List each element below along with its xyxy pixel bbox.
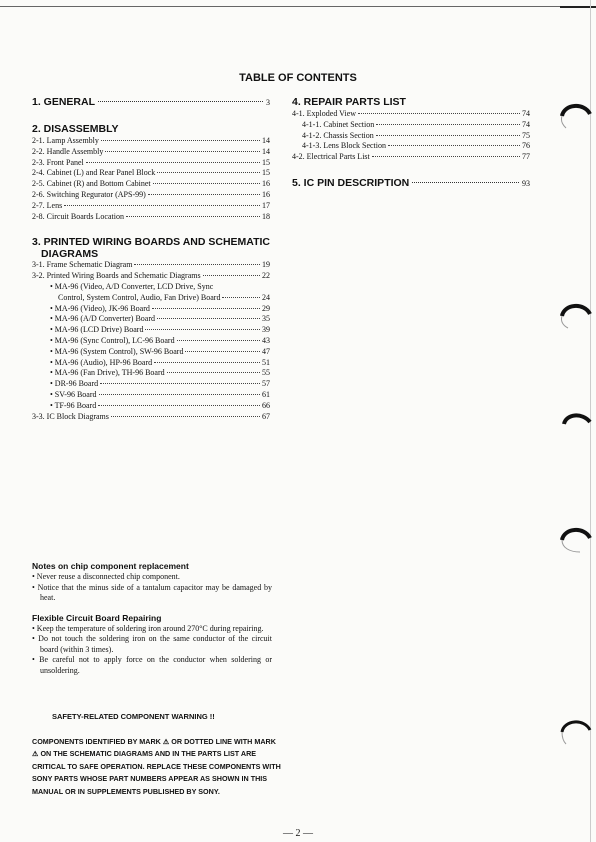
toc-entry[interactable]	[32, 325, 270, 336]
page-number: 57	[262, 379, 270, 389]
section-title: 2. DISASSEMBLY	[32, 123, 119, 135]
punch-hole-mark	[556, 100, 592, 130]
disassembly-list	[32, 136, 270, 222]
page-number: 47	[262, 346, 270, 356]
toc-entry[interactable]	[32, 347, 270, 358]
page-number: 15	[262, 168, 270, 178]
toc-section-disassembly[interactable]	[32, 123, 270, 136]
page-number: 61	[262, 389, 270, 399]
leader-dots	[152, 308, 260, 309]
safety-warning-body: COMPONENTS IDENTIFIED BY MARK ⚠ OR DOTTED LINE WITH MARK ⚠ ON THE SCHEMATIC DIAGRAMS AND IN THE PARTS LIST ARE CRITICAL TO SAFE OPERATION. REPLACE THESE COMPONENTS WITH SONY PARTS WHOSE PART NUMBERS APPEAR AS SHOWN IN THIS MANUAL OR IN SUPPLEMENTS PUBLISHED BY SONY.	[32, 737, 281, 796]
leader-dots	[222, 297, 260, 298]
leader-dots	[376, 124, 520, 125]
entry-label: Control, System Control, Audio, Fan Drive) Board	[58, 292, 221, 302]
punch-hole-mark	[556, 300, 592, 330]
note-item: • Never reuse a disconnected chip component.	[32, 572, 180, 581]
leader-dots	[185, 351, 260, 352]
leader-dots	[86, 162, 260, 163]
page-number: 16	[262, 179, 270, 189]
leader-dots	[111, 416, 260, 417]
entry-label: 3-1. Frame Schematic Diagram	[32, 260, 133, 270]
leader-dots	[100, 383, 260, 384]
repair-notes	[32, 560, 272, 676]
toc-left-column	[32, 96, 270, 422]
toc-entry[interactable]	[32, 358, 270, 369]
leader-dots	[358, 113, 520, 114]
page-number: 51	[262, 357, 270, 367]
entry-label: 2-5. Cabinet (R) and Bottom Cabinet	[32, 179, 151, 189]
safety-warning-title: SAFETY-RELATED COMPONENT WARNING !!	[52, 712, 215, 721]
entry-label: 2-4. Cabinet (L) and Rear Panel Block	[32, 168, 156, 178]
entry-label: 4-1-3. Lens Block Section	[302, 141, 386, 151]
page-number: 55	[262, 368, 270, 378]
leader-dots	[126, 216, 260, 217]
page-number: 15	[262, 157, 270, 167]
leader-dots	[134, 264, 260, 265]
section-title: 5. IC PIN DESCRIPTION	[292, 176, 410, 189]
leader-dots	[98, 101, 263, 102]
leader-dots	[98, 405, 260, 406]
leader-dots	[101, 140, 260, 141]
flex-notes-heading: Flexible Circuit Board Repairing	[32, 612, 162, 623]
toc-section-repair-parts-list[interactable]	[292, 96, 530, 109]
leader-dots	[157, 172, 260, 173]
toc-entry[interactable]	[32, 158, 270, 169]
page-number: 67	[262, 411, 270, 421]
toc-right-column	[292, 96, 530, 190]
entry-label: 4-2. Electrical Parts List	[292, 152, 370, 162]
note-item: • Be careful not to apply force on the conductor when soldering or unsoldering.	[32, 655, 272, 675]
toc-entry[interactable]	[292, 109, 530, 120]
section-title: 1. GENERAL	[32, 96, 96, 108]
note-item: • Do not touch the soldering iron on the same conductor of the circuit board (within 3 times).	[32, 634, 272, 654]
toc-entry[interactable]	[32, 390, 270, 401]
entry-label: • MA-96 (Fan Drive), TH-96 Board	[50, 368, 165, 378]
page-number: 14	[262, 136, 270, 145]
entry-label: 4-1-1. Cabinet Section	[302, 119, 375, 129]
page-number: 17	[262, 200, 270, 210]
entry-label: • MA-96 (A/D Converter) Board	[50, 314, 155, 324]
note-item: • Keep the temperature of soldering iron around 270°C during repairing.	[32, 623, 264, 633]
punch-hole-mark	[556, 524, 592, 554]
toc-entry[interactable]	[32, 168, 270, 179]
entry-label: 4-1. Exploded View	[292, 109, 357, 118]
page-number: 29	[262, 303, 270, 313]
toc-entry[interactable]	[32, 136, 270, 147]
page-number: 19	[262, 260, 270, 270]
entry-label: • SV-96 Board	[50, 389, 97, 399]
leader-dots	[167, 372, 260, 373]
toc-entry[interactable]	[32, 314, 270, 325]
top-rule	[0, 6, 596, 7]
leader-dots	[148, 194, 260, 195]
toc-entry[interactable]	[32, 412, 270, 423]
punch-hole-mark	[556, 408, 592, 438]
page-number: 66	[262, 400, 270, 410]
punch-hole-mark	[556, 716, 592, 746]
leader-dots	[64, 205, 260, 206]
entry-label: 2-1. Lamp Assembly	[32, 136, 99, 145]
note-item: • Notice that the minus side of a tantalum capacitor may be damaged by heat.	[32, 582, 272, 602]
entry-label: 2-3. Front Panel	[32, 157, 84, 167]
leader-dots	[376, 135, 520, 136]
entry-label: • MA-96 (Sync Control), LC-96 Board	[50, 335, 175, 345]
entry-label: 2-6. Switching Regurator (APS-99)	[32, 189, 146, 199]
entry-label: 4-1-2. Chassis Section	[302, 130, 374, 140]
leader-dots	[177, 340, 260, 341]
entry-label: 3-3. IC Block Diagrams	[32, 411, 109, 421]
toc-entry[interactable]	[32, 201, 270, 212]
toc-section-ic-pin-description[interactable]	[292, 177, 530, 190]
toc-entry[interactable]	[32, 212, 270, 223]
entry-label: 2-2. Handle Assembly	[32, 146, 104, 156]
page-number: 14	[262, 146, 270, 156]
page-number: 43	[262, 335, 270, 345]
toc-section-general[interactable]	[32, 96, 270, 109]
section-title-line2: DIAGRAMS	[41, 248, 99, 261]
section-title-line1: 3. PRINTED WIRING BOARDS AND SCHEMATIC	[32, 236, 271, 249]
leader-dots	[145, 329, 260, 330]
page-number: 22	[262, 271, 270, 281]
page-number: 93	[522, 178, 530, 188]
toc-entry[interactable]	[292, 120, 530, 131]
toc-entry[interactable]	[32, 190, 270, 201]
page-title: TABLE OF CONTENTS	[239, 72, 357, 84]
toc-entry[interactable]	[32, 304, 270, 315]
toc-section-printed-wiring-boards[interactable]	[32, 236, 270, 260]
entry-label: • MA-96 (Video), JK-96 Board	[50, 303, 150, 313]
page-number: 39	[262, 325, 270, 335]
leader-dots	[157, 318, 260, 319]
leader-dots	[99, 394, 260, 395]
toc-entry[interactable]	[32, 401, 270, 412]
page-number: 74	[522, 109, 530, 118]
page-number: 18	[262, 211, 270, 221]
entry-label: 2-7. Lens	[32, 200, 63, 210]
toc-entry[interactable]	[32, 293, 270, 304]
chip-notes-heading: Notes on chip component replacement	[32, 561, 189, 571]
entry-label: • MA-96 (Audio), HP-96 Board	[50, 357, 153, 367]
entry-label: 2-8. Circuit Boards Location	[32, 211, 124, 221]
toc-entry[interactable]	[32, 379, 270, 390]
leader-dots	[203, 275, 260, 276]
toc-entry[interactable]	[32, 271, 270, 282]
page-number-footer: — 2 —	[283, 828, 313, 839]
toc-entry[interactable]	[32, 147, 270, 158]
repair-parts-list	[292, 109, 530, 163]
page-number: 75	[522, 130, 530, 140]
page-number: 74	[522, 119, 530, 129]
toc-entry[interactable]	[32, 179, 270, 190]
toc-entry[interactable]	[32, 368, 270, 379]
leader-dots	[388, 145, 520, 146]
entry-label: • MA-96 (LCD Drive) Board	[50, 325, 144, 335]
section-title: 4. REPAIR PARTS LIST	[292, 96, 406, 108]
leader-dots	[105, 151, 260, 152]
page-number: 77	[522, 152, 530, 162]
toc-entry[interactable]	[292, 141, 530, 152]
page-number: 16	[262, 189, 270, 199]
page-number: 76	[522, 141, 530, 151]
toc-entry[interactable]	[32, 336, 270, 347]
entry-label: • TF-96 Board	[50, 400, 97, 410]
page-number: 24	[262, 292, 270, 302]
leader-dots	[154, 362, 260, 363]
leader-dots	[372, 156, 520, 157]
bullet-entry-line1[interactable]: • MA-96 (Video, A/D Converter, LCD Drive, Sync	[50, 281, 214, 291]
entry-label: • DR-96 Board	[50, 379, 99, 389]
toc-entry[interactable]	[292, 131, 530, 142]
leader-dots	[412, 182, 519, 183]
entry-label: • MA-96 (System Control), SW-96 Board	[50, 346, 184, 356]
wiring-list	[32, 260, 270, 422]
toc-entry[interactable]	[32, 260, 270, 271]
toc-entry[interactable]	[292, 152, 530, 163]
page-number: 3	[266, 98, 270, 107]
entry-label: 3-2. Printed Wiring Boards and Schematic Diagrams	[32, 271, 201, 281]
page-number: 35	[262, 314, 270, 324]
leader-dots	[153, 183, 260, 184]
